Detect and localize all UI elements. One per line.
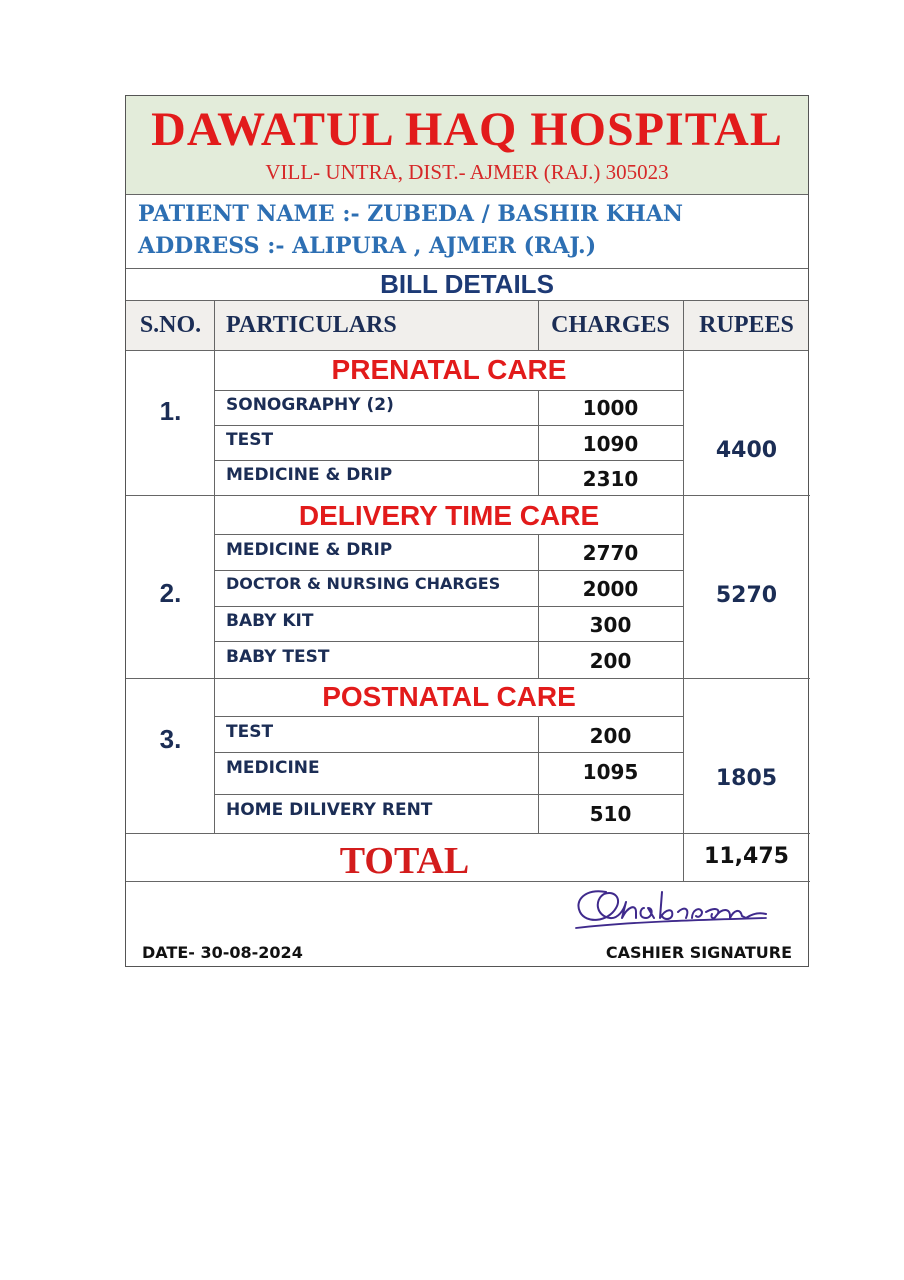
grid-line bbox=[214, 460, 683, 461]
line-item: TEST bbox=[226, 430, 274, 450]
line-item-charge: 200 bbox=[589, 724, 632, 748]
section-sno: 3. bbox=[159, 724, 182, 754]
column-particulars: PARTICULARS bbox=[226, 312, 397, 338]
line-item-charge: 2310 bbox=[582, 467, 639, 491]
section-rupees: 5270 bbox=[715, 583, 778, 608]
grid-line bbox=[214, 606, 683, 607]
line-item: BABY TEST bbox=[226, 647, 330, 667]
line-item-charge: 510 bbox=[589, 802, 632, 826]
total-label: TOTAL bbox=[339, 840, 470, 882]
line-item-charge: 1095 bbox=[582, 760, 639, 784]
line-item-charge: 1000 bbox=[582, 396, 639, 420]
section-title: POSTNATAL CARE bbox=[322, 681, 576, 712]
column-header-row bbox=[126, 301, 808, 351]
hospital-bill bbox=[125, 95, 809, 967]
line-item: BABY KIT bbox=[226, 611, 314, 631]
section-title: PRENATAL CARE bbox=[331, 354, 567, 385]
line-item: SONOGRAPHY (2) bbox=[226, 395, 394, 415]
section-rupees: 1805 bbox=[715, 766, 778, 791]
line-item: HOME DILIVERY RENT bbox=[226, 800, 433, 820]
grid-line bbox=[214, 752, 683, 753]
column-charges: CHARGES bbox=[551, 312, 670, 338]
grid-line bbox=[214, 716, 683, 717]
line-item-charge: 2000 bbox=[582, 577, 639, 601]
line-item: DOCTOR & NURSING CHARGES bbox=[226, 574, 501, 593]
grid-line bbox=[126, 495, 810, 496]
line-item-charge: 300 bbox=[589, 613, 632, 637]
section-rupees: 4400 bbox=[715, 438, 778, 463]
hospital-address: VILL- UNTRA, DIST.- AJMER (RAJ.) 305023 bbox=[265, 160, 669, 184]
grid-line bbox=[214, 534, 683, 535]
line-item: MEDICINE bbox=[226, 758, 320, 778]
hospital-name: DAWATUL HAQ HOSPITAL bbox=[151, 103, 783, 156]
grid-line bbox=[538, 301, 539, 351]
cashier-signature-label: CASHIER SIGNATURE bbox=[605, 943, 792, 962]
bill-date: DATE- 30-08-2024 bbox=[142, 943, 303, 962]
line-item: MEDICINE & DRIP bbox=[226, 540, 393, 560]
section-title: DELIVERY TIME CARE bbox=[298, 500, 600, 531]
line-item: MEDICINE & DRIP bbox=[226, 465, 393, 485]
line-item: TEST bbox=[226, 722, 274, 742]
line-item-charge: 200 bbox=[589, 649, 632, 673]
section-sno: 1. bbox=[159, 396, 182, 426]
grid-line bbox=[214, 641, 683, 642]
bill-header bbox=[126, 96, 808, 195]
line-item-charge: 1090 bbox=[582, 432, 639, 456]
grid-line bbox=[214, 570, 683, 571]
grid-line bbox=[214, 794, 683, 795]
grid-line bbox=[214, 390, 683, 391]
patient-address: ADDRESS :- ALIPURA , AJMER (RAJ.) bbox=[138, 233, 597, 259]
grid-line bbox=[126, 833, 810, 834]
grid-line bbox=[126, 678, 810, 679]
line-item-charge: 2770 bbox=[582, 541, 639, 565]
section-sno: 2. bbox=[159, 578, 182, 608]
patient-info bbox=[126, 195, 808, 269]
grid-line bbox=[683, 301, 684, 833]
bill-details-title: BILL DETAILS bbox=[126, 269, 808, 301]
patient-name: PATIENT NAME :- ZUBEDA / BASHIR KHAN bbox=[138, 201, 684, 227]
column-rupees: RUPEES bbox=[699, 312, 794, 338]
cashier-signature-icon bbox=[566, 878, 796, 938]
column-sno: S.NO. bbox=[139, 312, 202, 338]
total-value: 11,475 bbox=[704, 844, 789, 869]
grid-line bbox=[214, 425, 683, 426]
